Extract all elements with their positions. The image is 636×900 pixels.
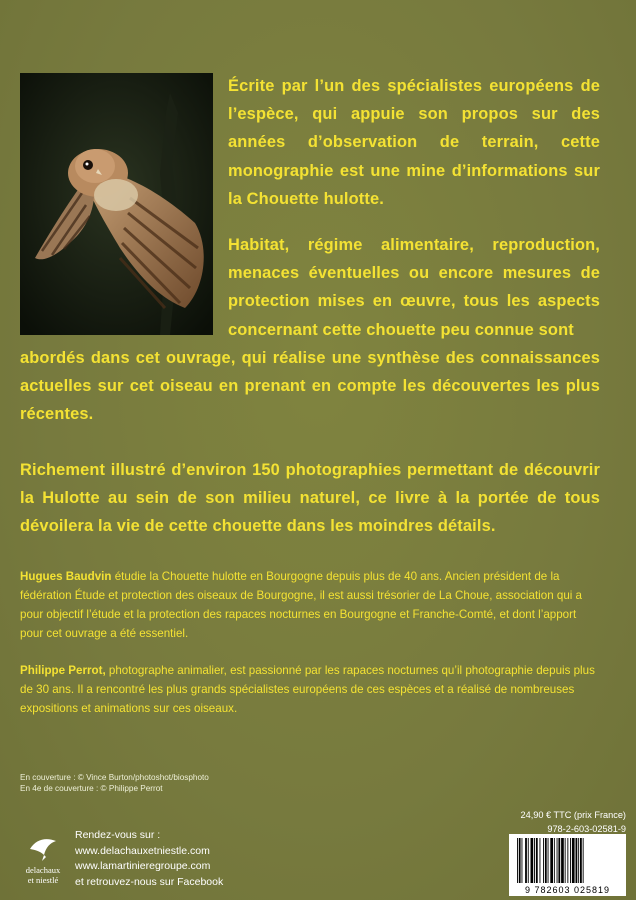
back-cover-credit: En 4e de couverture : © Philippe Perrot — [20, 784, 163, 793]
isbn-label: 978-2-603-02581-9 — [547, 824, 626, 834]
barcode-bar — [550, 838, 553, 883]
barcode-bar — [540, 838, 541, 883]
facebook-line: et retrouvez-nous sur Facebook — [75, 875, 224, 888]
bird-logo-icon — [28, 833, 58, 863]
barcode-bar — [545, 838, 547, 883]
web-intro: Rendez-vous sur : — [75, 829, 161, 841]
barcode-bar — [570, 838, 571, 883]
barcode-bar — [536, 838, 538, 883]
barcode-bar — [554, 838, 555, 883]
price-block — [520, 808, 626, 836]
barcode-bar — [528, 838, 529, 883]
barcode-bar — [572, 838, 575, 883]
owl-in-flight-image — [20, 73, 213, 335]
intro-paragraph: Écrite par l’un des spécialistes européens de l’espèce, qui appuie son propos sur des années d’observation de terrain, cette monographie est une mine d’informations sur la Chouette hulotte. — [228, 77, 600, 208]
isbn-barcode — [509, 834, 626, 896]
logo-name-line2: et niestlé — [27, 875, 59, 885]
barcode-bar — [580, 838, 582, 883]
barcode-bar — [531, 838, 534, 883]
cover-credit: En couverture : © Vince Burton/photoshot/biosphoto — [20, 773, 209, 782]
barcode-bar — [558, 838, 560, 883]
barcode-bar — [543, 838, 544, 883]
web-info — [75, 828, 223, 890]
barcode-bar — [565, 838, 566, 883]
publisher-logo — [18, 833, 68, 893]
barcode-digits: 9 782603 025819 — [524, 885, 611, 895]
barcode-bar — [567, 838, 568, 883]
author-bio-text: photographe animalier, est passionné par les rapaces nocturnes qu’il photographie depuis plus de 30 ans. Il a rencontré les plus grands spécialistes européens de ces espèces et a réalisé de nombreuses expositions et animations sur ces oiseaux. — [20, 664, 595, 715]
barcode-bar — [576, 838, 578, 883]
barcode-bar — [522, 838, 523, 883]
barcode-bar — [525, 838, 527, 883]
barcode-bars — [517, 838, 584, 883]
topics-paragraph-part2: abordés dans cet ouvrage, qui réalise une synthèse des connaissances actuelles sur cet oiseau en prenant en compte les découvertes les plus récentes. — [20, 349, 600, 424]
barcode-bar — [534, 838, 535, 883]
barcode-bar — [578, 838, 579, 883]
author-bio-perrot — [20, 661, 600, 718]
barcode-bar — [561, 838, 564, 883]
topics-paragraph-part1: Habitat, régime alimentaire, reproduction, menaces éventuelles ou encore mesures de protection mises en œuvre, tous les aspects concernant cette chouette peu connue sont — [228, 236, 600, 339]
barcode-bar — [517, 838, 518, 883]
website-link-delachaux[interactable]: www.delachauxetniestle.com — [75, 844, 210, 857]
photo-credits — [20, 772, 209, 794]
barcode-bar — [519, 838, 521, 883]
price-label: 24,90 € TTC (prix France) — [520, 810, 626, 820]
author-name: Philippe Perrot, — [20, 664, 106, 677]
illustrations-paragraph: Richement illustré d’environ 150 photographies permettant de découvrir la Hulotte au sein de son milieu naturel, ce livre à la portée de tous dévoilera la vie de cette chouette dans les moindres détails. — [20, 461, 600, 536]
owl-photo — [20, 73, 213, 335]
barcode-bar — [557, 838, 558, 883]
author-bio-text: étudie la Chouette hulotte en Bourgogne depuis plus de 40 ans. Ancien président de la fédération Étude et protection des oiseaux de Bourgogne, il est aussi trésorier de La Choue, association qui a pour objectif l’étude et la protection des rapaces nocturnes en Bourgogne et Franche-Comté, et dont l’apport pour cet ouvrage a été essentiel. — [20, 570, 583, 640]
author-name: Hugues Baudvin — [20, 570, 112, 583]
website-link-lamartiniere[interactable]: www.lamartinieregroupe.com — [75, 860, 211, 872]
author-bio-baudvin — [20, 567, 600, 643]
barcode-bar — [548, 838, 549, 883]
logo-name-line1: delachaux — [25, 865, 61, 875]
barcode-bar — [583, 838, 584, 883]
